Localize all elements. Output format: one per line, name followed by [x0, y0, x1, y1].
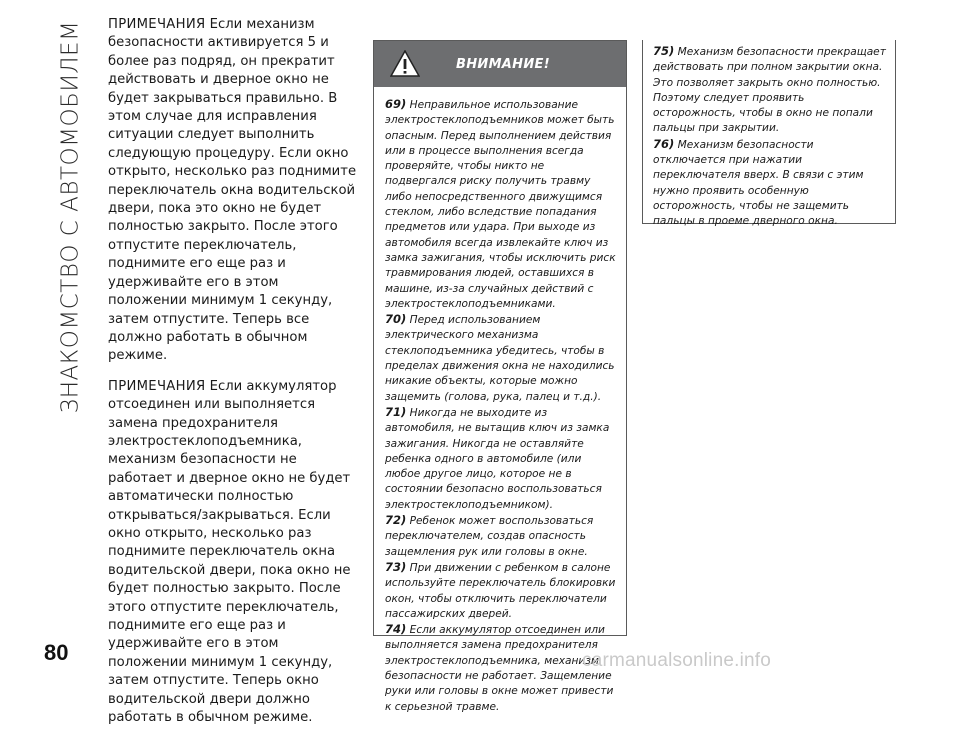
warning-item-number: 73) [385, 559, 407, 574]
warning-item [653, 137, 889, 230]
warning-box [373, 40, 627, 713]
note-paragraph [108, 378, 358, 728]
warning-item-text: Перед использованием электрического механизма стеклоподъемника убедитесь, чтобы в пределах движения окна не находились никакие объекты, которые можно защемить (голова, рука, палец и т.д.). [385, 314, 615, 403]
warning-item-number: 71) [385, 404, 407, 419]
warning-item-number: 76) [653, 136, 675, 151]
warning-body [374, 87, 626, 715]
warning-item-text: Неправильное использование электростеклоподъемников может быть опасным. Перед выполнением действия или в процессе выполнения всегда проверяйте, чтобы никто не подвергался риску получить травму либо непосредственного движущимся стеклом, либо вследствие попадания предметов или удара. При выходе из автомобиля всегда извлекайте ключ из замка зажигания, чтобы исключить риск травмирования людей, оставшихся в машине, из-за случайных действий с электростеклоподъемниками. [385, 99, 616, 310]
warning-item-text: Если аккумулятор отсоединен или выполняется замена предохранителя электростеклоподъемника, механизм безопасности не работает. Защемление руки или головы в окне может привести к серьезной травме. [385, 624, 614, 713]
warning-item [385, 513, 618, 560]
section-side-tab [40, 8, 100, 426]
warning-triangle-icon [390, 50, 420, 77]
warning-item [385, 97, 618, 312]
note-text: Если аккумулятор отсоединен или выполняется замена предохранителя электростеклоподъемника, механизм безопасности не работает и дверное окно не будет автоматически полностью открываться/закрываться. Если окно открыто, несколько раз поднимите переключатель окна водительской двери, пока окно не будет полностью закрыто. После этого отпустите переключатель, поднимите его еще раз и удерживайте его в этом положении минимум 1 секунду, затем отпустите. Теперь окно водительской двери должно работать в обычном режиме. [108, 378, 351, 726]
warning-item [653, 44, 889, 137]
warning-item-text: При движении с ребенком в салоне используйте переключатель блокировки окон, чтобы отключить переключатели пассажирских дверей. [385, 561, 616, 620]
warning-continuation-box [642, 40, 896, 228]
note-paragraph [108, 16, 358, 366]
note-label: ПРИМЕЧАНИЯ [108, 378, 206, 394]
warning-item-number: 69) [385, 97, 407, 111]
section-side-tab-label: ЗНАКОМСТВО С АВТОМОБИЛЕМ [57, 20, 83, 414]
warning-item-number: 74) [385, 622, 407, 637]
notes-column [108, 16, 358, 739]
warning-title: ВНИМАНИЕ! [456, 56, 550, 72]
warning-item-number: 75) [653, 44, 675, 58]
warning-item-number: 70) [385, 312, 407, 327]
warning-item-text: Механизм безопасности отключается при нажатии переключателя вверх. В связи с этим нужно проявить особенную осторожность, чтобы не защемить пальцы в проеме дверного окна. [653, 138, 864, 228]
warning-header [374, 41, 626, 87]
warning-item [385, 312, 618, 405]
warning-item [385, 560, 618, 622]
page-number: 80 [44, 640, 69, 665]
warning-item-text: Ребенок может воспользоваться переключателем, создав опасность защемления рук или головы в окне. [385, 515, 594, 558]
warning-item [385, 405, 618, 513]
note-text: Если механизм безопасности активируется 5 и более раз подряд, он прекратит действовать и дверное окно не будет закрываться правильно. В этом случае для исправления ситуации следует выполнить следующую процедуру. Если окно открыто, несколько раз поднимите переключатель окна водительской двери, пока это окно не будет полностью закрыто. После этого отпустите переключатель, поднимите его еще раз и удерживайте его в этом положении минимум 1 секунду, затем отпустите. Теперь все должно работать в обычном режиме. [108, 17, 357, 364]
watermark: carmanualsonline.info [582, 650, 772, 671]
warning-item-text: Никогда не выходите из автомобиля, не вытащив ключ из замка зажигания. Никогда не оставляйте ребенка одного в автомобиле (или любое другое лицо, которое не в состоянии безопасно воспользоваться электростеклоподъемником). [385, 406, 610, 511]
warning-item-number: 72) [385, 513, 407, 528]
note-label: ПРИМЕЧАНИЯ [108, 17, 206, 32]
warning-item-text: Механизм безопасности прекращает действовать при полном закрытии окна. Это позволяет закрыть окно полностью. Поэтому следует проявить осторожность, чтобы в окно не попали пальцы при закрытии. [653, 46, 886, 135]
